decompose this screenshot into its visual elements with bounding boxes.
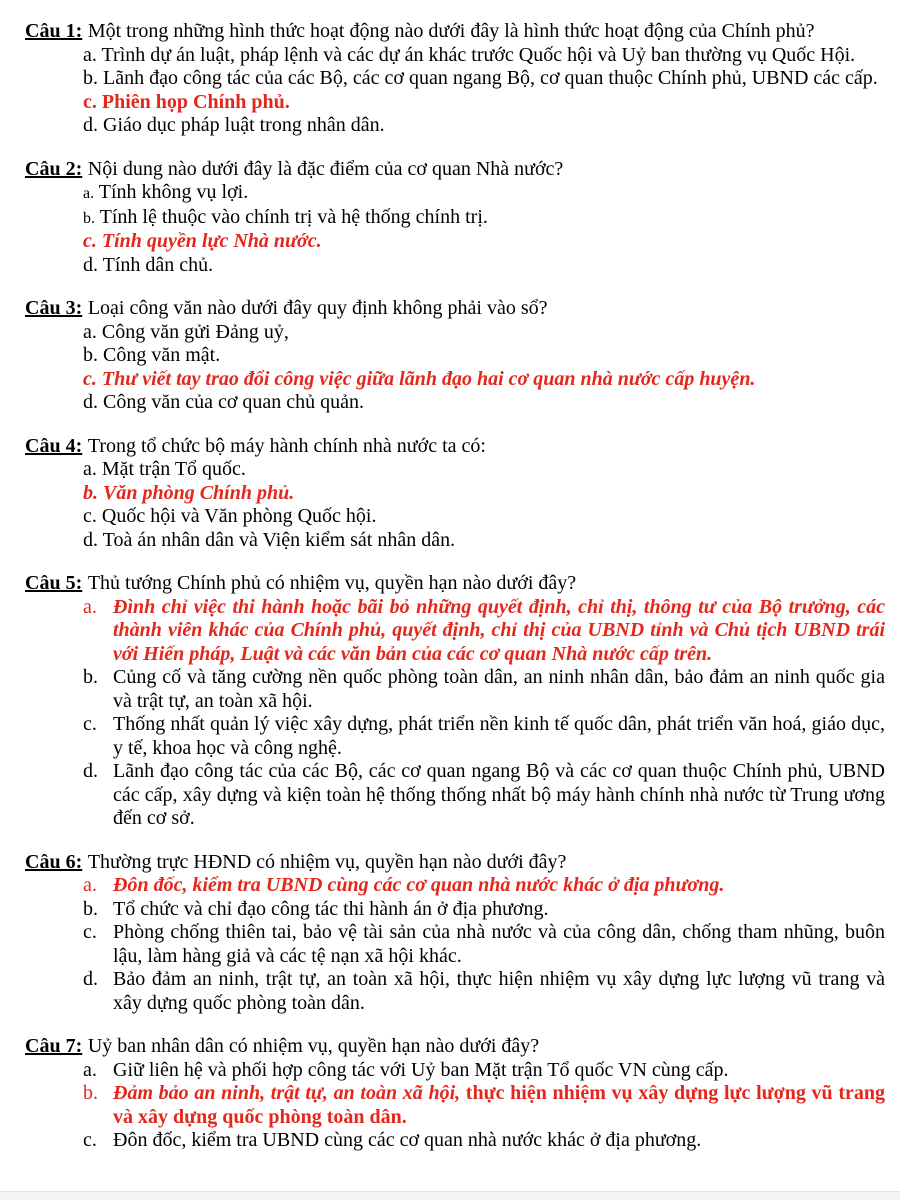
option-label: a. (83, 185, 95, 202)
question-text: Trong tổ chức bộ máy hành chính nhà nước ta có: (87, 434, 486, 457)
option-text: Thống nhất quản lý việc xây dựng, phát triển nền kinh tế quốc dân, phát triển văn hoá, giáo dục, y tế, khoa học và công nghệ. (113, 713, 885, 759)
option-text: Giữ liên hệ và phối hợp công tác với Uỷ ban Mặt trận Tổ quốc VN cùng cấp. (113, 1058, 729, 1081)
option-text: Tổ chức và chỉ đạo công tác thi hành án ở địa phương. (113, 897, 549, 920)
page-bottom-edge (0, 1191, 900, 1200)
question-3-option-a (25, 321, 885, 345)
question-text: Thủ tướng Chính phủ có nhiệm vụ, quyền hạn nào dưới đây? (87, 572, 577, 594)
option-label: a. (83, 320, 97, 343)
question-5-heading (25, 572, 885, 596)
option-label: c. (83, 367, 97, 390)
question-7-heading (25, 1035, 885, 1059)
question-1-option-d (25, 114, 885, 138)
option-text: Tính quyền lực Nhà nước. (101, 230, 322, 252)
question-number: Câu 1: (25, 20, 83, 42)
option-text: Tính dân chủ. (102, 253, 214, 276)
option-text: Tính lệ thuộc vào chính trị và hệ thống chính trị. (99, 205, 488, 228)
question-6-option-c (25, 921, 885, 968)
question-3-option-c-correct (25, 368, 885, 392)
question-7 (25, 1035, 885, 1153)
question-text: Một trong những hình thức hoạt động nào dưới đây là hình thức hoạt động của Chính phủ? (87, 20, 815, 42)
question-2-option-c-correct (25, 230, 885, 254)
question-text: Uỷ ban nhân dân có nhiệm vụ, quyền hạn nào dưới đây? (87, 1035, 540, 1057)
option-text: Đôn đốc, kiểm tra UBND cùng các cơ quan nhà nước khác ở địa phương. (113, 1129, 702, 1151)
option-text: Đôn đốc, kiểm tra UBND cùng các cơ quan nhà nước khác ở địa phương. (113, 874, 725, 896)
option-text: Lãnh đạo công tác của các Bộ, các cơ quan ngang Bộ, cơ quan thuộc Chính phủ, UBND các cấp. (103, 67, 878, 89)
question-6-option-a-correct (25, 874, 885, 898)
question-text: Thường trực HĐND có nhiệm vụ, quyền hạn nào dưới đây? (87, 850, 567, 873)
question-6 (25, 851, 885, 1016)
option-text: Phòng chống thiên tai, bảo vệ tài sản của nhà nước và của công dân, chống tham nhũng, buôn lậu, làm hàng giả và các tệ nạn xã hội khác. (113, 921, 885, 967)
option-text: Quốc hội và Văn phòng Quốc hội. (101, 505, 377, 527)
question-text: Nội dung nào dưới đây là đặc điểm của cơ quan Nhà nước? (87, 157, 564, 180)
option-label: d. (83, 253, 98, 276)
question-4-option-d (25, 529, 885, 553)
question-4 (25, 435, 885, 553)
question-number: Câu 2: (25, 157, 83, 180)
option-label: d. (83, 968, 98, 990)
option-text: Phiên họp Chính phủ. (101, 90, 290, 113)
question-2-option-b (25, 206, 885, 231)
option-label: c. (83, 713, 97, 735)
option-label: b. (83, 897, 98, 920)
question-1-option-a (25, 44, 885, 68)
question-text: Loại công văn nào dưới đây quy định không phải vào sổ? (87, 297, 548, 319)
option-label: b. (83, 67, 98, 89)
question-6-heading (25, 851, 885, 875)
option-label: c. (83, 1129, 97, 1151)
question-3-heading (25, 297, 885, 321)
option-text: Củng cố và tăng cường nền quốc phòng toàn dân, an ninh nhân dân, bảo đảm an ninh quốc gia và trật tự, an toàn xã hội. (113, 666, 885, 712)
question-2 (25, 158, 885, 278)
question-1 (25, 20, 885, 138)
question-6-option-b (25, 898, 885, 922)
option-label: c. (83, 230, 97, 252)
option-text: Thư viết tay trao đổi công việc giữa lãnh đạo hai cơ quan nhà nước cấp huyện. (101, 367, 756, 390)
question-number: Câu 4: (25, 434, 83, 457)
question-4-heading (25, 435, 885, 459)
question-4-option-c (25, 505, 885, 529)
question-1-option-b (25, 67, 885, 91)
option-text: Mặt trận Tổ quốc. (101, 458, 246, 480)
option-label: a. (83, 458, 97, 480)
option-label: b. (83, 1082, 98, 1104)
question-5-option-a-correct (25, 596, 885, 667)
option-label: c. (83, 90, 97, 113)
option-label: b. (83, 481, 98, 504)
question-number: Câu 7: (25, 1035, 83, 1057)
question-number: Câu 5: (25, 572, 83, 594)
question-7-option-c (25, 1129, 885, 1153)
option-text: Toà án nhân dân và Viện kiểm sát nhân dân. (102, 528, 456, 551)
question-4-option-a (25, 458, 885, 482)
question-2-option-a (25, 181, 885, 206)
option-label: d. (83, 528, 98, 551)
question-1-option-c-correct (25, 91, 885, 115)
question-4-option-b-correct (25, 482, 885, 506)
question-7-option-a (25, 1059, 885, 1083)
option-text: Công văn mật. (103, 344, 221, 366)
option-label: d. (83, 114, 98, 136)
question-5-option-d (25, 760, 885, 831)
option-label: d. (83, 760, 98, 782)
option-label: b. (83, 209, 95, 227)
option-label: d. (83, 391, 98, 413)
option-text-bold: thực hiện nhiệm vụ xây dựng lực lượng vũ trang và xây dựng quốc phòng toàn dân. (113, 1082, 885, 1128)
question-6-option-d (25, 968, 885, 1015)
option-text: Văn phòng Chính phủ. (103, 481, 295, 504)
option-text: Bảo đảm an ninh, trật tự, an toàn xã hội, thực hiện nhiệm vụ xây dựng lực lượng vũ trang và xây dựng quốc phòng toàn dân. (113, 968, 885, 1014)
option-label: a. (83, 874, 97, 896)
option-label: b. (83, 666, 98, 688)
question-5-option-b (25, 666, 885, 713)
option-label: a. (83, 595, 97, 618)
option-label: a. (83, 1058, 97, 1081)
question-7-option-b-correct (25, 1082, 885, 1129)
option-text: Giáo dục pháp luật trong nhân dân. (103, 114, 385, 136)
option-label: c. (83, 921, 97, 943)
option-label: c. (83, 505, 97, 527)
question-1-heading (25, 20, 885, 44)
option-text: Lãnh đạo công tác của các Bộ, các cơ quan ngang Bộ và các cơ quan thuộc Chính phủ, UBND các cấp, xây dựng và kiện toàn hệ thống thống nhất bộ máy hành chính nhà nước từ Trung ương đến cơ sở. (113, 760, 885, 829)
option-text: Tính không vụ lợi. (98, 181, 249, 203)
question-2-heading (25, 158, 885, 182)
question-number: Câu 3: (25, 297, 83, 319)
option-label: a. (83, 43, 97, 66)
question-3 (25, 297, 885, 415)
option-text: Công văn của cơ quan chủ quản. (103, 391, 365, 413)
question-5 (25, 572, 885, 831)
question-3-option-d (25, 391, 885, 415)
option-text: Đình chỉ việc thi hành hoặc bãi bỏ những quyết định, chỉ thị, thông tư của Bộ trưởng, các thành viên khác của Chính phủ, quyết định, chỉ thị của UBND tỉnh và Chủ tịch UBND trái với Hiến pháp, Luật và các văn bản của các cơ quan Nhà nước cấp trên. (113, 595, 885, 665)
option-text: Trình dự án luật, pháp lệnh và các dự án khác trước Quốc hội và Uỷ ban thường vụ Quốc Hội. (101, 43, 856, 66)
option-label: b. (83, 344, 98, 366)
question-2-option-d (25, 254, 885, 278)
option-text: Công văn gửi Đảng uỷ, (101, 320, 289, 343)
question-5-option-c (25, 713, 885, 760)
question-number: Câu 6: (25, 850, 83, 873)
option-text-italic: Đảm bảo an ninh, trật tự, an toàn xã hội, (113, 1082, 461, 1104)
question-3-option-b (25, 344, 885, 368)
